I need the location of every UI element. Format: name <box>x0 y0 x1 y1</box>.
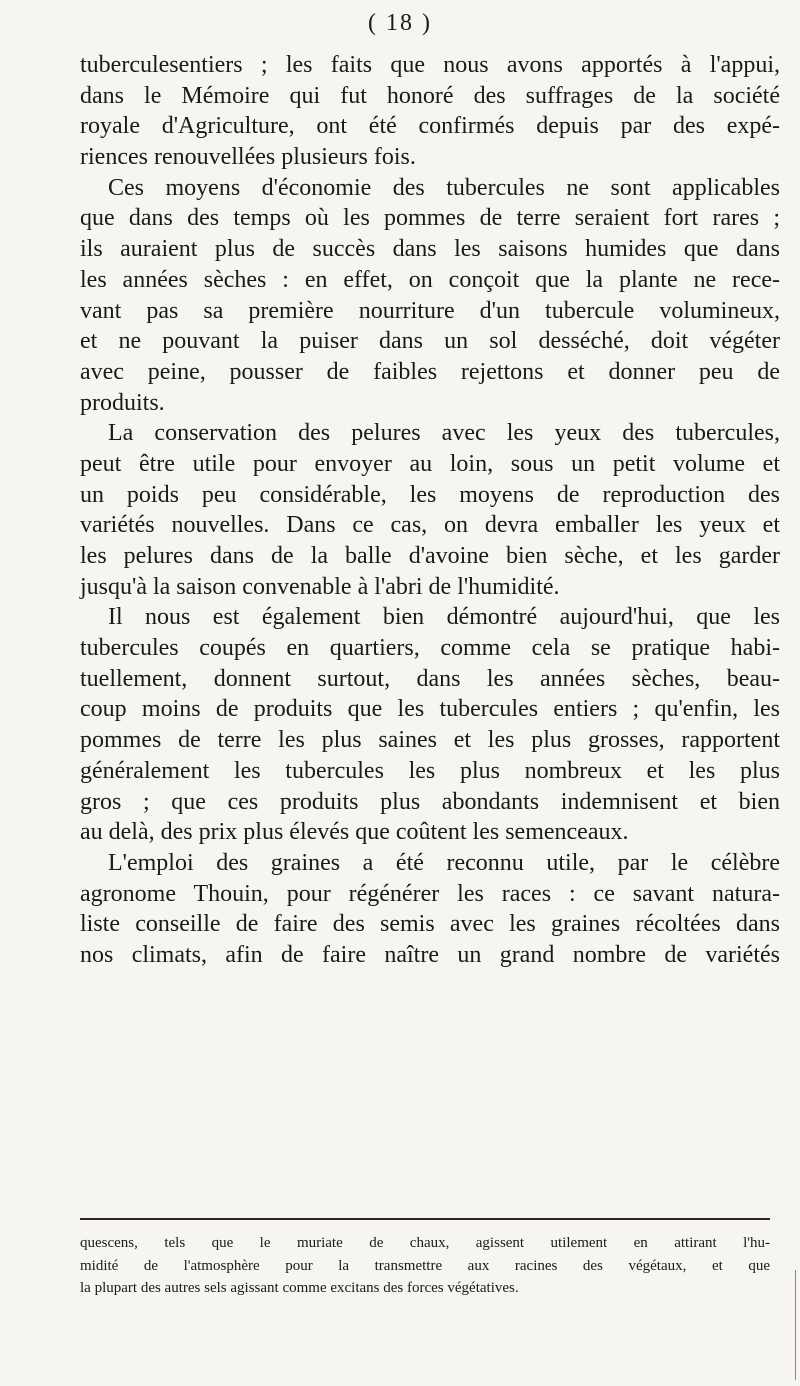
footnote-line: midité de l'atmosphère pour la transmettre aux racines des végétaux, et que <box>80 1257 770 1274</box>
text-line: ils auraient plus de succès dans les saisons humides que dans <box>80 236 780 263</box>
paragraph-start-line: Ces moyens d'économie des tubercules ne sont applicables <box>108 174 780 201</box>
text-line: au delà, des prix plus élevés que coûtent les semenceaux. <box>80 819 629 846</box>
footnote <box>80 1232 770 1300</box>
text-line: agronome Thouin, pour régénérer les races : ce savant natura- <box>80 880 780 907</box>
text-line: liste conseille de faire des semis avec les graines récoltées dans <box>80 911 780 938</box>
page-number: ( 18 ) <box>368 10 432 36</box>
text-line: variétés nouvelles. Dans ce cas, on devra emballer les yeux et <box>80 512 780 539</box>
text-line: les années sèches : en effet, on conçoit que la plante ne rece- <box>80 266 780 293</box>
footnote-line: quescens, tels que le muriate de chaux, agissent utilement en attirant l'hu- <box>80 1235 770 1251</box>
text-line: pommes de terre les plus saines et les plus grosses, rapportent <box>80 727 780 754</box>
text-line: produits. <box>80 389 165 416</box>
paragraph-start-line: La conservation des pelures avec les yeux des tubercules, <box>108 420 780 447</box>
text-line: et ne pouvant la puiser dans un sol desséché, doit végéter <box>80 328 780 355</box>
text-line: tuberculesentiers ; les faits que nous avons apportés à l'appui, <box>80 52 780 78</box>
paragraph-start-line: Il nous est également bien démontré aujourd'hui, que les <box>108 604 780 631</box>
text-line: généralement les tubercules les plus nombreux et les plus <box>80 757 780 784</box>
text-line: peut être utile pour envoyer au loin, sous un petit volume et <box>80 450 780 477</box>
text-line: tuellement, donnent surtout, dans les années sèches, beau- <box>80 665 780 692</box>
text-line: gros ; que ces produits plus abondants indemnisent et bien <box>80 788 780 815</box>
text-line: avec peine, pousser de faibles rejettons et donner peu de <box>80 358 780 385</box>
text-line: dans le Mémoire qui fut honoré des suffrages de la société <box>80 82 780 109</box>
text-line: royale d'Agriculture, ont été confirmés depuis par des expé- <box>80 113 780 140</box>
body-text <box>80 50 780 971</box>
text-line: que dans des temps où les pommes de terre seraient fort rares ; <box>80 205 780 232</box>
text-line: nos climats, afin de faire naître un grand nombre de variétés <box>80 941 780 968</box>
footnote-line: la plupart des autres sels agissant comme excitans des forces végétatives. <box>80 1280 519 1296</box>
text-line: coup moins de produits que les tubercules entiers ; qu'enfin, les <box>80 696 780 723</box>
page-edge-mark <box>795 1270 796 1380</box>
text-line: vant pas sa première nourriture d'un tubercule volumineux, <box>80 297 780 324</box>
footnote-divider <box>80 1218 770 1220</box>
text-line: les pelures dans de la balle d'avoine bien sèche, et les garder <box>80 543 780 569</box>
paragraph-start-line: L'emploi des graines a été reconnu utile, par le célèbre <box>108 849 780 876</box>
text-line: un poids peu considérable, les moyens de reproduction des <box>80 481 780 508</box>
text-line: tubercules coupés en quartiers, comme cela se pratique habi- <box>80 635 780 662</box>
text-line: jusqu'à la saison convenable à l'abri de l'humidité. <box>80 573 560 600</box>
text-line: riences renouvellées plusieurs fois. <box>80 144 416 171</box>
